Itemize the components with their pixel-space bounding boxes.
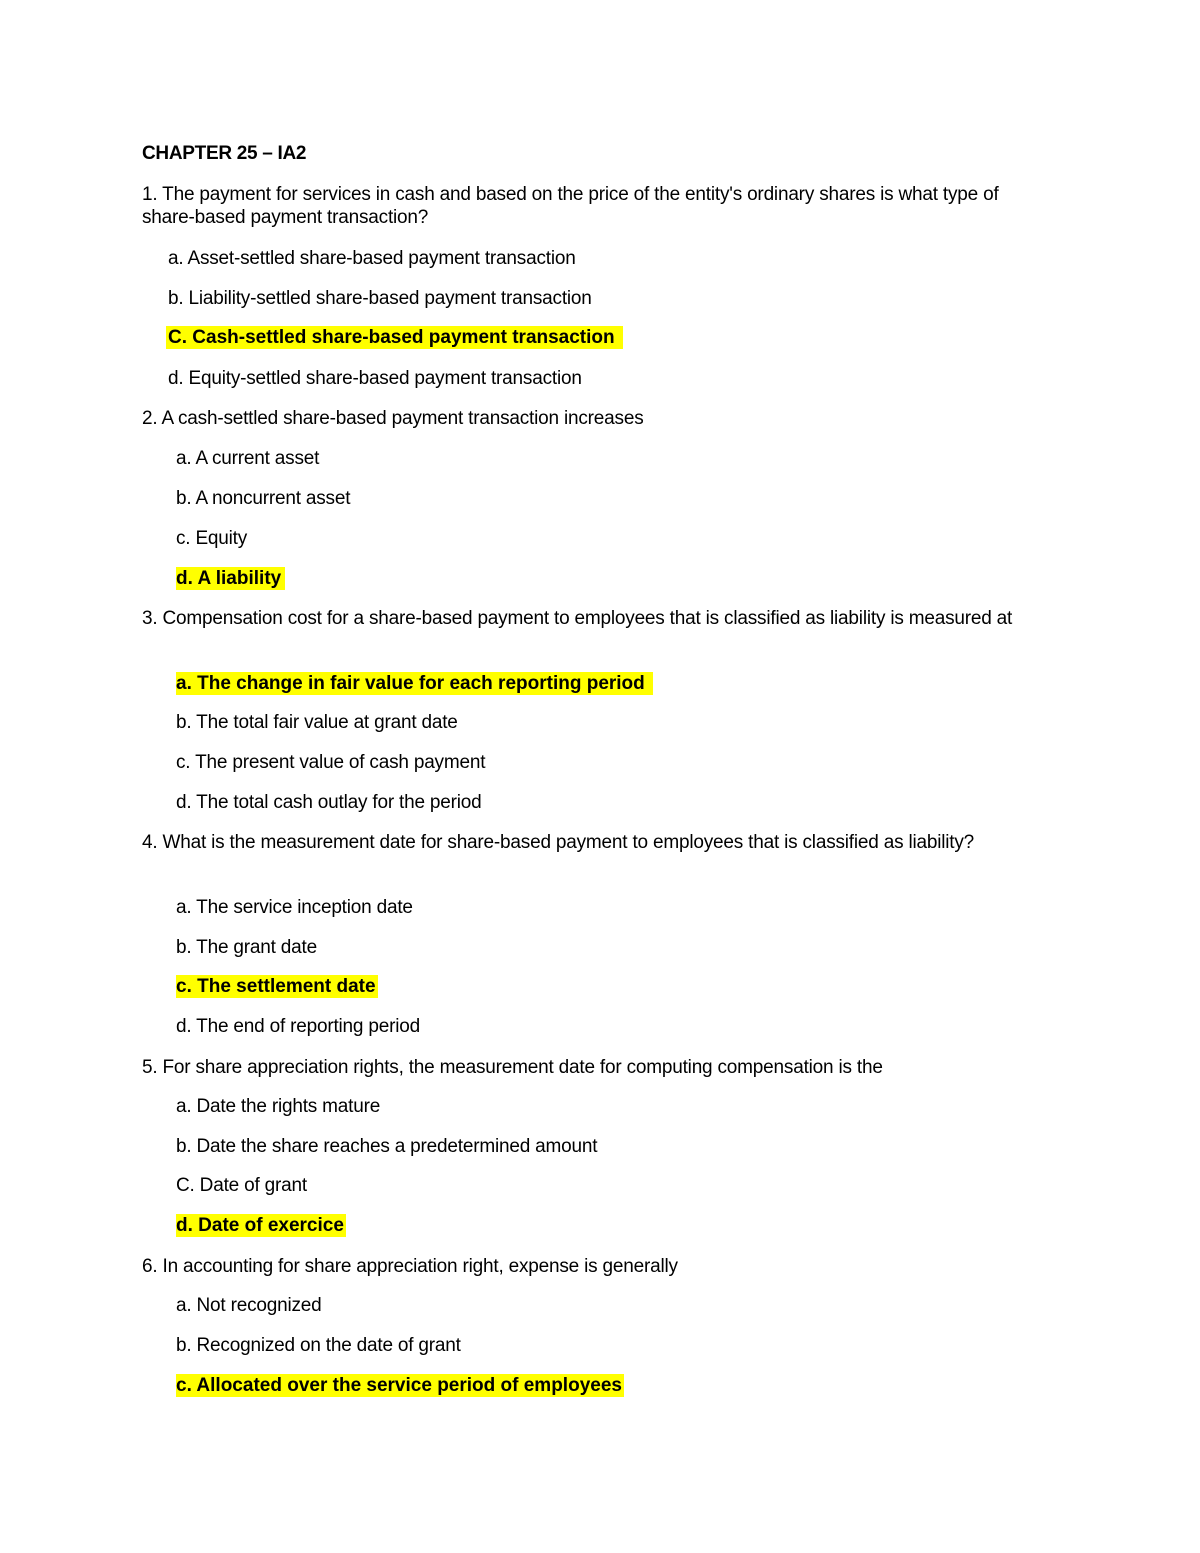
option-2c: c. Equity <box>176 528 248 549</box>
option-2d-answer: d. A liability <box>176 567 285 590</box>
option-6b: b. Recognized on the date of grant <box>176 1335 461 1356</box>
option-1b: b. Liability-settled share-based payment transaction <box>168 288 592 309</box>
question-1: 1. The payment for services in cash and based on the price of the entity's ordinary shares is what type of share-based payment transaction? <box>142 184 999 228</box>
option-1d: d. Equity-settled share-based payment transaction <box>168 368 582 389</box>
option-5b: b. Date the share reaches a predetermined amount <box>176 1136 598 1157</box>
option-4d: d. The end of reporting period <box>176 1016 420 1037</box>
question-6: 6. In accounting for share appreciation right, expense is generally <box>142 1256 678 1277</box>
option-2b: b. A noncurrent asset <box>176 488 351 509</box>
question-2: 2. A cash-settled share-based payment transaction increases <box>142 408 644 429</box>
option-4c-answer: c. The settlement date <box>176 976 376 997</box>
option-5d-answer: d. Date of exercice <box>176 1215 344 1236</box>
option-1a: a. Asset-settled share-based payment transaction <box>168 248 576 269</box>
question-5: 5. For share appreciation rights, the measurement date for computing compensation is the <box>142 1057 883 1078</box>
option-5c: C. Date of grant <box>176 1175 307 1196</box>
option-6c-answer: c. Allocated over the service period of employees <box>176 1375 622 1396</box>
option-6a: a. Not recognized <box>176 1295 322 1316</box>
option-4b: b. The grant date <box>176 937 317 958</box>
option-3c: c. The present value of cash payment <box>176 752 486 773</box>
option-2a: a. A current asset <box>176 448 320 469</box>
option-3a-answer: a. The change in fair value for each reporting period <box>176 672 653 695</box>
question-4: 4. What is the measurement date for share-based payment to employees that is classified as liability? <box>142 832 975 853</box>
question-3: 3. Compensation cost for a share-based payment to employees that is classified as liability is measured at <box>142 608 1013 629</box>
chapter-title: CHAPTER 25 – IA2 <box>142 143 307 164</box>
option-3b: b. The total fair value at grant date <box>176 712 458 733</box>
option-1c-answer: C. Cash-settled share-based payment transaction <box>166 326 623 349</box>
option-3d: d. The total cash outlay for the period <box>176 792 482 813</box>
option-4a: a. The service inception date <box>176 897 413 918</box>
option-5a: a. Date the rights mature <box>176 1096 381 1117</box>
